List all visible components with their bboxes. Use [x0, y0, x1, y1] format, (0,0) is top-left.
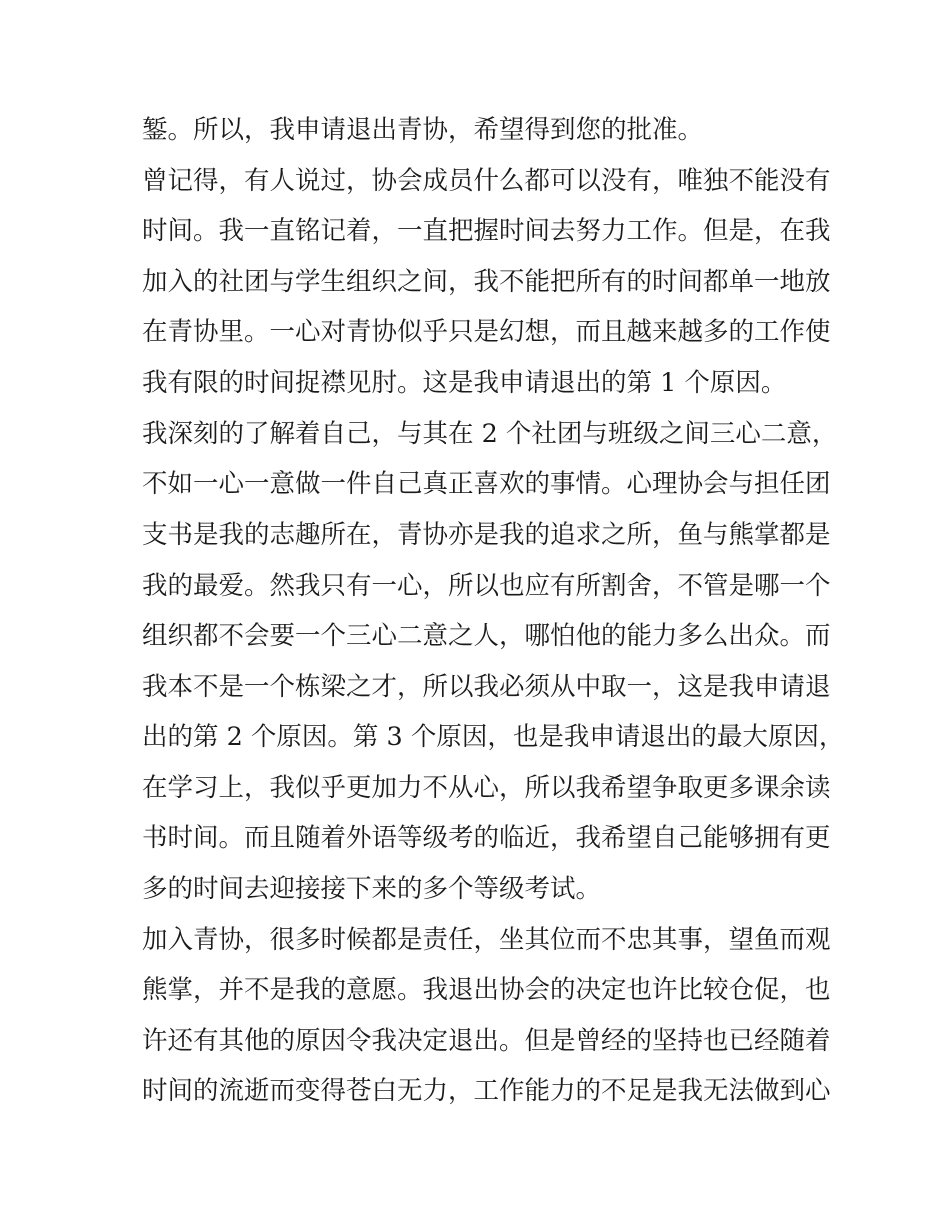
text-line: 组织都不会要一个三心二意之人，哪怕他的能力多么出众。而 — [142, 621, 831, 651]
text-line: 曾记得，有人说过，协会成员什么都可以没有，唯独不能没有 — [142, 166, 831, 196]
text-line: 出的第 2 个原因。第 3 个原因，也是我申请退出的最大原因， — [142, 722, 845, 752]
text-line: 在青协里。一心对青协似乎只是幻想，而且越来越多的工作使 — [142, 317, 831, 347]
text-line: 许还有其他的原因令我决定退出。但是曾经的坚持也已经随着 — [142, 1026, 831, 1056]
text-line: 时间的流逝而变得苍白无力，工作能力的不足是我无法做到心 — [142, 1076, 831, 1106]
text-line: 书时间。而且随着外语等级考的临近，我希望自己能够拥有更 — [142, 823, 831, 853]
text-line: 熊掌，并不是我的意愿。我退出协会的决定也许比较仓促，也 — [142, 975, 831, 1005]
text-line: 加入青协，很多时候都是责任，坐其位而不忠其事，望鱼而观 — [142, 925, 831, 955]
text-line: 在学习上，我似乎更加力不从心，所以我希望争取更多课余读 — [142, 773, 831, 803]
text-line: 不如一心一意做一件自己真正喜欢的事情。心理协会与担任团 — [142, 469, 831, 499]
text-line: 錾。所以，我申请退出青协，希望得到您的批准。 — [142, 115, 704, 145]
text-line: 我的最爱。然我只有一心，所以也应有所割舍，不管是哪一个 — [142, 571, 831, 601]
text-line: 多的时间去迎接接下来的多个等级考试。 — [142, 874, 602, 904]
text-line: 我有限的时间捉襟见肘。这是我申请退出的第 1 个原因。 — [142, 368, 787, 398]
text-line: 时间。我一直铭记着，一直把握时间去努力工作。但是，在我 — [142, 216, 831, 246]
text-line: 加入的社团与学生组织之间，我不能把所有的时间都单一地放 — [142, 267, 831, 297]
text-line: 我深刻的了解着自己，与其在 2 个社团与班级之间三心二意， — [142, 419, 838, 449]
text-line: 支书是我的志趣所在，青协亦是我的追求之所，鱼与熊掌都是 — [142, 520, 831, 550]
text-line: 我本不是一个栋梁之才，所以我必须从中取一，这是我申请退 — [142, 672, 831, 702]
